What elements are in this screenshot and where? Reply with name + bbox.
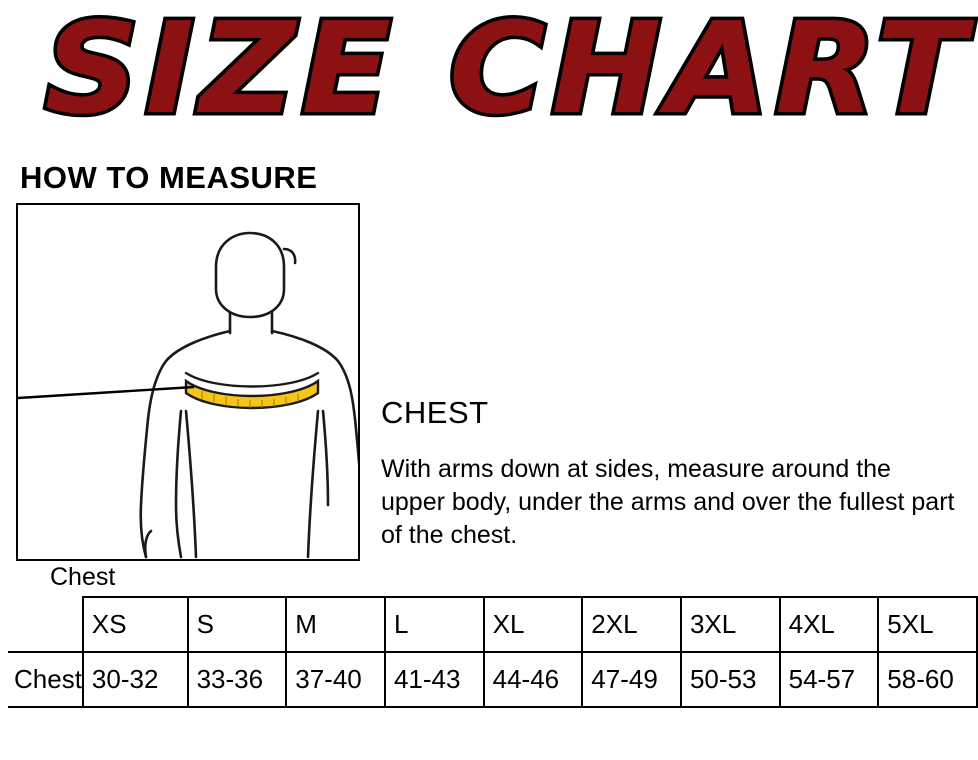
table-cell-chest-2xl: 47-49 xyxy=(582,652,681,707)
how-to-measure-heading: HOW TO MEASURE xyxy=(20,160,318,195)
table-row-label-chest: Chest xyxy=(8,652,83,707)
table-header-l: L xyxy=(385,597,484,652)
description-body: With arms down at sides, measure around the upper body, under the arms and over the fullest part of the chest. xyxy=(381,455,955,549)
table-cell-chest-l: 41-43 xyxy=(385,652,484,707)
table-header-5xl: 5XL xyxy=(878,597,977,652)
table-cell-chest-5xl: 58-60 xyxy=(878,652,977,707)
table-header-row xyxy=(8,597,977,652)
page-title: SIZE CHART xyxy=(44,0,972,142)
description-heading: CHEST xyxy=(381,395,489,430)
table-header-m: M xyxy=(286,597,385,652)
table-cell-chest-3xl: 50-53 xyxy=(681,652,780,707)
table-header-s: S xyxy=(188,597,287,652)
size-chart-table xyxy=(8,596,978,708)
chest-callout-label: Chest xyxy=(50,563,116,591)
table-corner-cell xyxy=(8,597,83,652)
table-row xyxy=(8,652,977,707)
table-header-2xl: 2XL xyxy=(582,597,681,652)
measurement-figure-box xyxy=(16,203,360,591)
table-header-3xl: 3XL xyxy=(681,597,780,652)
table-cell-chest-m: 37-40 xyxy=(286,652,385,707)
table-header-xs: XS xyxy=(83,597,188,652)
male-torso-illustration-icon xyxy=(18,205,358,559)
table-cell-chest-xs: 30-32 xyxy=(83,652,188,707)
table-header-4xl: 4XL xyxy=(780,597,879,652)
table-cell-chest-xl: 44-46 xyxy=(484,652,583,707)
table-cell-chest-4xl: 54-57 xyxy=(780,652,879,707)
chest-leader-line xyxy=(18,387,194,398)
title-banner xyxy=(0,0,978,150)
tape-measure-icon xyxy=(186,381,318,408)
table-cell-chest-s: 33-36 xyxy=(188,652,287,707)
table-header-xl: XL xyxy=(484,597,583,652)
